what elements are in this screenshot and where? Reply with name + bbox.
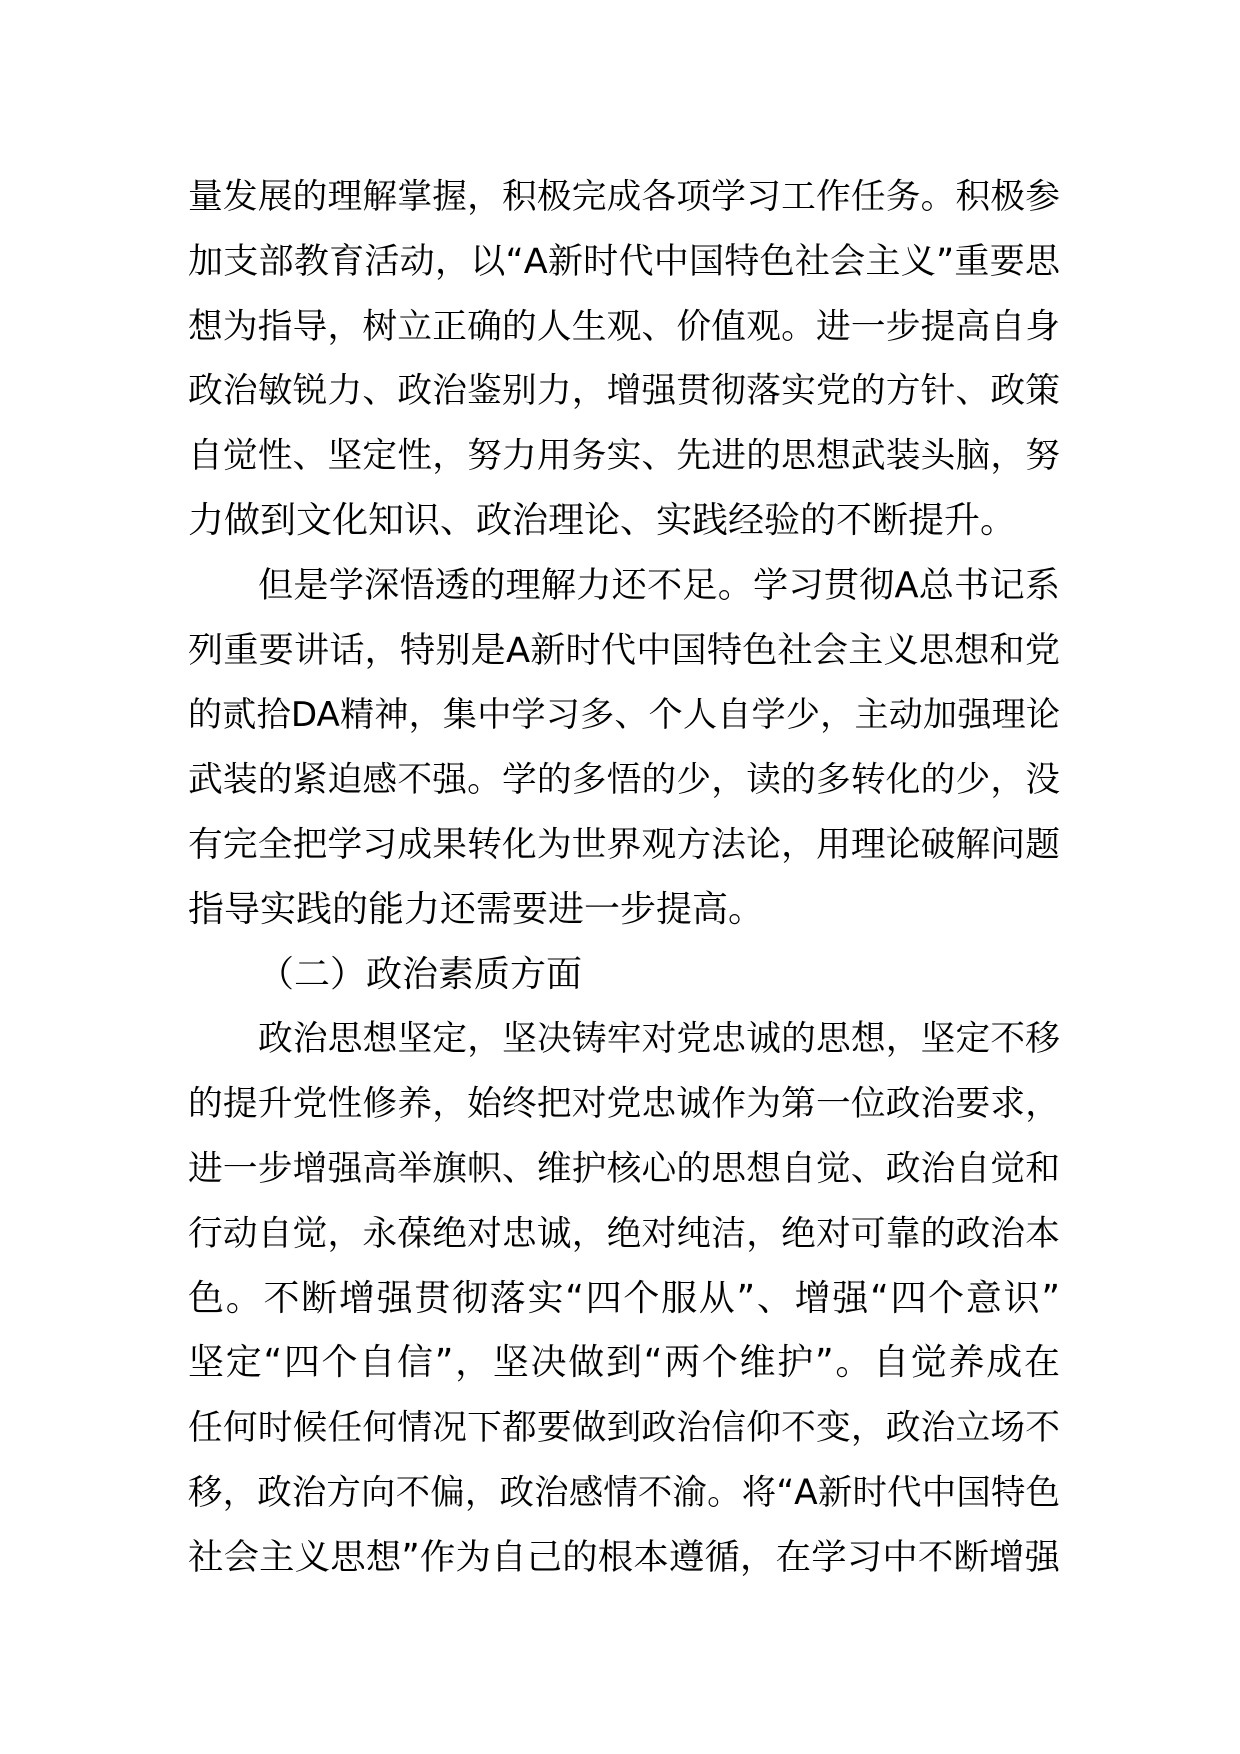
paragraph-line: 色。不断增强贯彻落实“四个服从”、增强“四个意识” [188, 1277, 1060, 1319]
paragraph-line: 加支部教育活动，以“A新时代中国特色社会主义”重要思 [188, 240, 1060, 282]
paragraph-line: 量发展的理解掌握，积极完成各项学习工作任务。积极参 [188, 177, 1060, 217]
paragraph-line: 有完全把学习成果转化为世界观方法论，用理论破解问题 [188, 824, 1060, 865]
paragraph-first-line: 政治思想坚定，坚决铸牢对党忠诚的思想，坚定不移 [258, 1019, 1060, 1060]
paragraph-line: 坚定“四个自信”，坚决做到“两个维护”。自觉养成在 [188, 1342, 1060, 1384]
paragraph-line: 武装的紧迫感不强。学的多悟的少，读的多转化的少，没 [188, 760, 1060, 801]
paragraph-line: 自觉性、坚定性，努力用务实、先进的思想武装头脑，努 [188, 436, 1060, 477]
paragraph-line: 进一步增强高举旗帜、维护核心的思想自觉、政治自觉和 [188, 1148, 1060, 1189]
paragraph-line: 行动自觉，永葆绝对忠诚，绝对纯洁，绝对可靠的政治本 [188, 1213, 1060, 1254]
paragraph-line: 政治敏锐力、政治鉴别力，增强贯彻落实党的方针、政策 [188, 371, 1060, 412]
paragraph-line: 的提升党性修养，始终把对党忠诚作为第一位政治要求， [188, 1084, 1060, 1125]
paragraph-line: 想为指导，树立正确的人生观、价值观。进一步提高自身 [188, 306, 1060, 347]
paragraph-line: 指导实践的能力还需要进一步提高。 [188, 888, 765, 930]
document-body [188, 165, 1060, 1591]
paragraph-line: 任何时候任何情况下都要做到政治信仰不变，政治立场不 [188, 1408, 1060, 1449]
paragraph-line: 移，政治方向不偏，政治感情不渝。将“A新时代中国特色 [188, 1472, 1060, 1513]
section-heading: （二）政治素质方面 [258, 953, 583, 995]
paragraph-line: 社会主义思想”作为自己的根本遵循，在学习中不断增强 [188, 1536, 1060, 1578]
paragraph-line: 列重要讲话，特别是A新时代中国特色社会主义思想和党 [188, 629, 1060, 671]
paragraph-line: 力做到文化知识、政治理论、实践经验的不断提升。 [188, 499, 1017, 541]
paragraph-line: 的贰拾DA精神，集中学习多、个人自学少，主动加强理论 [188, 695, 1060, 736]
paragraph-first-line: 但是学深悟透的理解力还不足。学习贯彻A总书记系 [258, 564, 1060, 606]
